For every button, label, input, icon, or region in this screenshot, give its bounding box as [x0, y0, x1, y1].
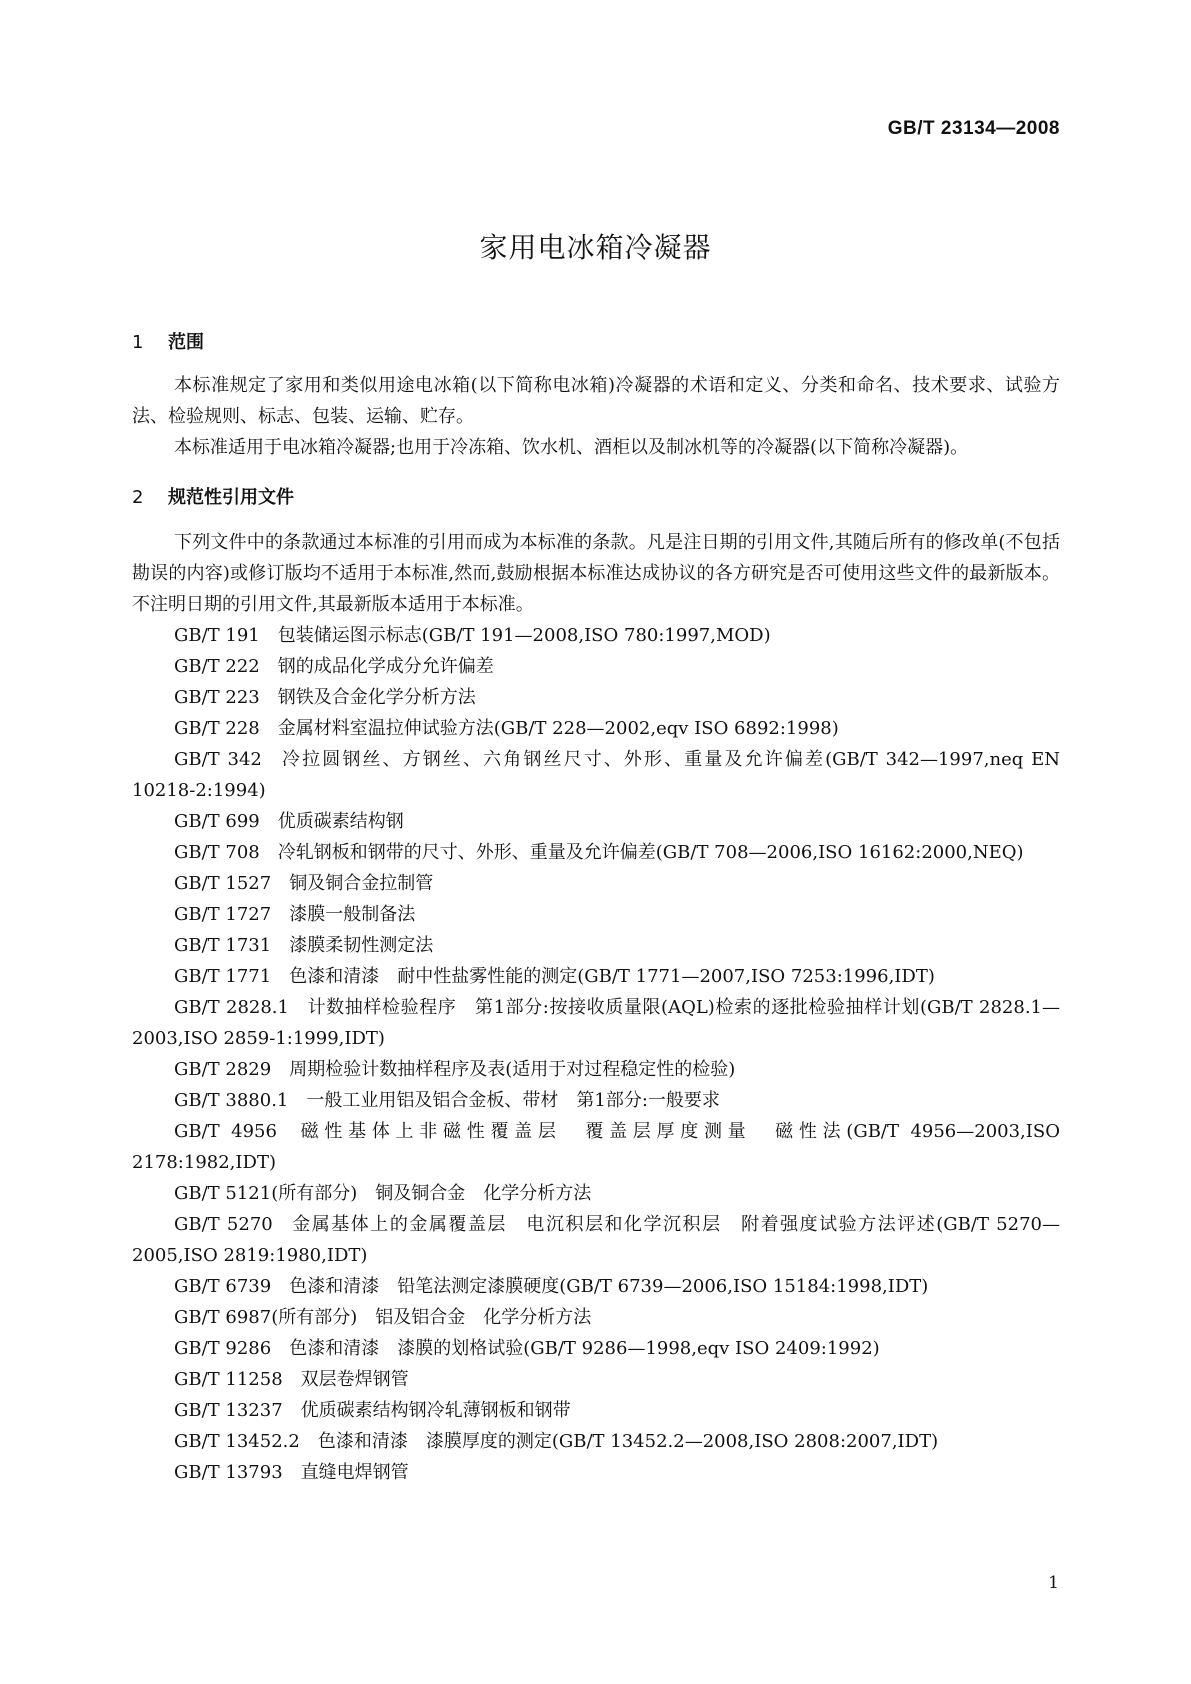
document-body: [132, 328, 1060, 1488]
reference-code: GB/T 2829: [174, 1059, 272, 1080]
reference-item: [132, 1395, 1060, 1426]
reference-item: [132, 713, 1060, 744]
reference-code: GB/T 1727: [174, 904, 272, 925]
reference-code: GB/T 2828.1: [174, 997, 289, 1018]
reference-code: GB/T 223: [174, 687, 260, 708]
reference-item: [132, 744, 1060, 806]
reference-code: GB/T 228: [174, 718, 260, 739]
reference-title: 色漆和清漆 耐中性盐雾性能的测定(GB/T 1771—2007,ISO 7253:1996,IDT): [289, 966, 935, 987]
reference-code: GB/T 13452.2: [174, 1431, 300, 1452]
reference-title: 直缝电焊钢管: [300, 1462, 409, 1483]
reference-item: [132, 651, 1060, 682]
reference-code: GB/T 13237: [174, 1400, 283, 1421]
reference-title: 色漆和清漆 铅笔法测定漆膜硬度(GB/T 6739—2006,ISO 15184:1998,IDT): [289, 1276, 929, 1297]
reference-item: [132, 1426, 1060, 1457]
reference-title: 优质碳素结构钢: [277, 811, 404, 832]
section-1-paragraph: 本标准规定了家用和类似用途电冰箱(以下简称电冰箱)冷凝器的术语和定义、分类和命名、技术要求、试验方法、检验规则、标志、包装、运输、贮存。: [132, 375, 1060, 427]
reference-code: GB/T 1527: [174, 873, 272, 894]
reference-code: GB/T 708: [174, 842, 260, 863]
reference-code: GB/T 13793: [174, 1462, 283, 1483]
reference-item: [132, 1271, 1060, 1302]
reference-item: [132, 961, 1060, 992]
section-2-intro: 下列文件中的条款通过本标准的引用而成为本标准的条款。凡是注日期的引用文件,其随后所有的修改单(不包括勘误的内容)或修订版均不适用于本标准,然而,鼓励根据本标准达成协议的各方研究是否可使用这些文件的最新版本。不注明日期的引用文件,其最新版本适用于本标准。: [132, 532, 1060, 615]
reference-item: [132, 682, 1060, 713]
reference-item: [132, 1085, 1060, 1116]
reference-title: 色漆和清漆 漆膜厚度的测定(GB/T 13452.2—2008,ISO 2808:2007,IDT): [317, 1431, 939, 1452]
reference-title: 金属基体上的金属覆盖层 电沉积层和化学沉积层 附着强度试验方法评述(GB/T 5270—2005,ISO 2819:1980,IDT): [132, 1214, 1060, 1266]
reference-code: GB/T 342: [174, 749, 262, 770]
reference-code: GB/T 9286: [174, 1338, 272, 1359]
reference-code: GB/T 191: [174, 625, 260, 646]
reference-item: [132, 620, 1060, 651]
reference-item: [132, 1178, 1060, 1209]
reference-title: 一般工业用铝及铝合金板、带材 第1部分:一般要求: [306, 1090, 720, 1111]
reference-item: [132, 1116, 1060, 1178]
reference-title: 包装储运图示标志(GB/T 191—2008,ISO 780:1997,MOD): [277, 625, 771, 646]
section-2-heading: [132, 483, 1060, 513]
reference-title: 漆膜柔韧性测定法: [289, 935, 434, 956]
reference-item: [132, 1364, 1060, 1395]
reference-title: 冷轧钢板和钢带的尺寸、外形、重量及允许偏差(GB/T 708—2006,ISO 16162:2000,NEQ): [277, 842, 1024, 863]
reference-item: [132, 899, 1060, 930]
reference-title: 铜及铜合金拉制管: [289, 873, 434, 894]
section-1-number: 1: [132, 332, 144, 353]
document-title: 家用电冰箱冷凝器: [479, 231, 712, 264]
reference-item: [132, 930, 1060, 961]
reference-item: [132, 806, 1060, 837]
section-2-number: 2: [132, 487, 144, 508]
section-1-title: 范围: [168, 332, 204, 353]
reference-item: [132, 837, 1060, 868]
reference-title: 双层卷焊钢管: [300, 1369, 409, 1390]
standard-number: GB/T 23134—2008: [887, 118, 1060, 139]
reference-title: 计数抽样检验程序 第1部分:按接收质量限(AQL)检索的逐批检验抽样计划(GB/T 2828.1—2003,ISO 2859-1:1999,IDT): [132, 997, 1060, 1049]
page-number: 1: [1048, 1573, 1059, 1593]
reference-code: GB/T 1771: [174, 966, 272, 987]
reference-title: 周期检验计数抽样程序及表(适用于对过程稳定性的检验): [289, 1059, 736, 1080]
reference-code: GB/T 5270: [174, 1214, 273, 1235]
reference-item: [132, 992, 1060, 1054]
reference-item: [132, 1333, 1060, 1364]
reference-code: GB/T 6987(所有部分): [174, 1307, 358, 1328]
reference-code: GB/T 222: [174, 656, 260, 677]
reference-title: 漆膜一般制备法: [289, 904, 416, 925]
reference-title: 金属材料室温拉伸试验方法(GB/T 228—2002,eqv ISO 6892:1998): [277, 718, 839, 739]
reference-title: 钢铁及合金化学分析方法: [277, 687, 476, 708]
reference-item: [132, 1457, 1060, 1488]
reference-code: GB/T 4956: [174, 1121, 277, 1142]
reference-code: GB/T 11258: [174, 1369, 283, 1390]
reference-item: [132, 868, 1060, 899]
reference-code: GB/T 6739: [174, 1276, 272, 1297]
reference-code: GB/T 5121(所有部分): [174, 1183, 358, 1204]
section-1-paragraph: 本标准适用于电冰箱冷凝器;也用于冷冻箱、饮水机、酒柜以及制冰机等的冷凝器(以下简称冷凝器)。: [174, 437, 969, 458]
reference-code: GB/T 1731: [174, 935, 272, 956]
section-1-heading: [132, 328, 1060, 358]
reference-title: 冷拉圆钢丝、方钢丝、六角钢丝尺寸、外形、重量及允许偏差(GB/T 342—1997,neq EN 10218-2:1994): [132, 749, 1060, 801]
section-2-title: 规范性引用文件: [168, 487, 294, 508]
reference-code: GB/T 3880.1: [174, 1090, 289, 1111]
reference-title: 铝及铝合金 化学分析方法: [375, 1307, 592, 1328]
reference-title: 色漆和清漆 漆膜的划格试验(GB/T 9286—1998,eqv ISO 2409:1992): [289, 1338, 880, 1359]
reference-code: GB/T 699: [174, 811, 260, 832]
reference-item: [132, 1302, 1060, 1333]
reference-title: 铜及铜合金 化学分析方法: [375, 1183, 592, 1204]
reference-list: [132, 620, 1060, 1488]
reference-title: 钢的成品化学成分允许偏差: [277, 656, 494, 677]
reference-item: [132, 1054, 1060, 1085]
reference-title: 优质碳素结构钢冷轧薄钢板和钢带: [300, 1400, 571, 1421]
reference-title: 磁性基体上非磁性覆盖层 覆盖层厚度测量 磁性法(GB/T 4956—2003,ISO 2178:1982,IDT): [132, 1121, 1060, 1173]
reference-item: [132, 1209, 1060, 1271]
